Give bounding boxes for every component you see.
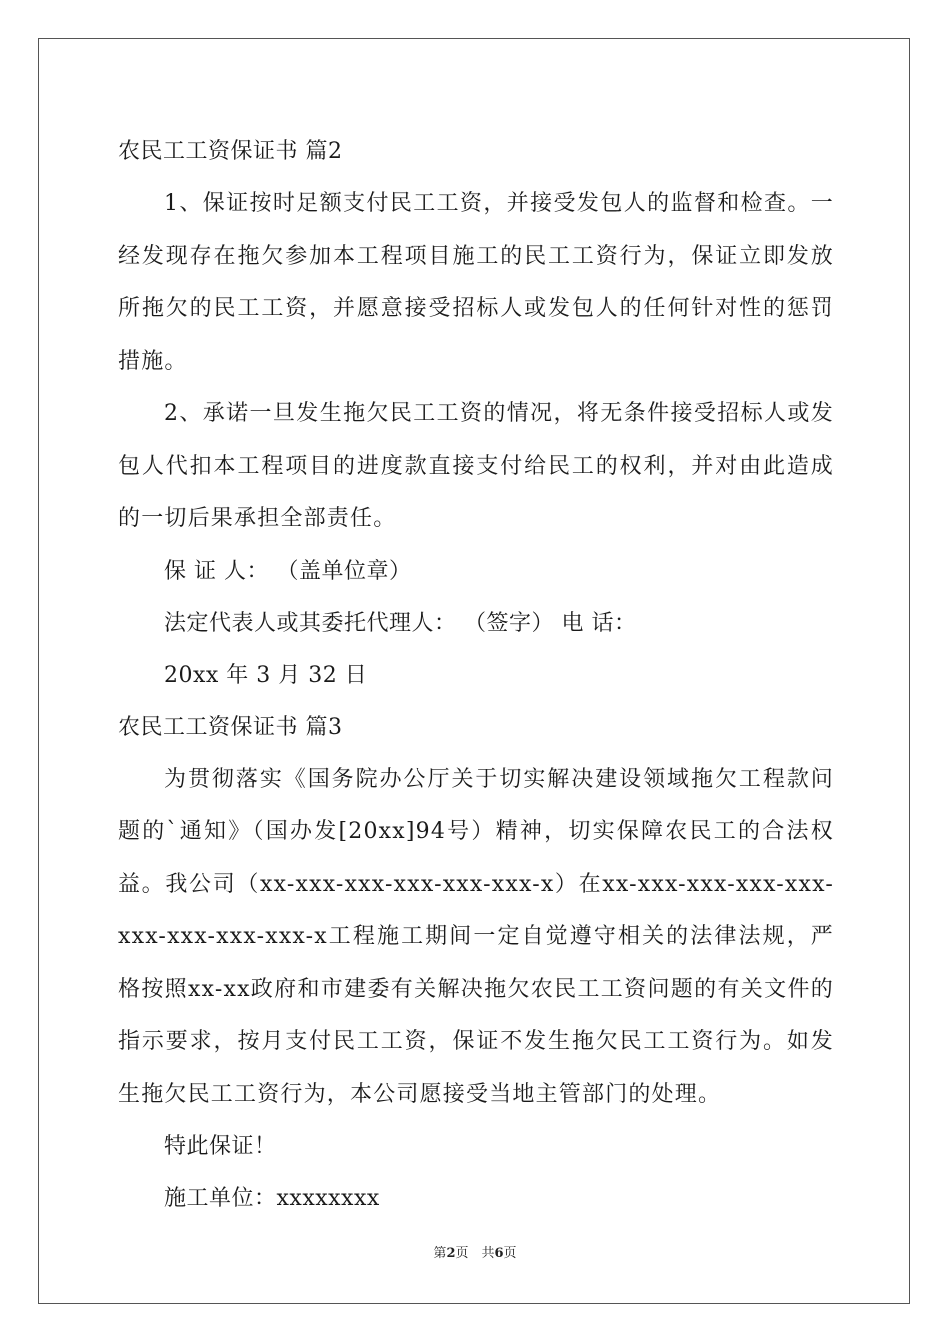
page-prefix: 第 <box>433 1246 447 1261</box>
page-footer <box>0 1244 950 1264</box>
page-suffix: 页 <box>503 1246 517 1261</box>
closing-line: 特此保证！ <box>164 1134 277 1159</box>
paragraph: 2、承诺一旦发生拖欠民工工资的情况，将无条件接受招标人或发包人代扣本工程项目的进度款直接支付给民工的权利，并对由此造成的一切后果承担全部责任。 <box>118 401 834 531</box>
page-current: 2 <box>446 1246 456 1261</box>
date-line: 20xx 年 3 月 32 日 <box>164 662 368 688</box>
paragraph: 1、保证按时足额支付民工工资，并接受发包人的监督和检查。一经发现存在拖欠参加本工程项目施工的民工工资行为，保证立即发放所拖欠的民工工资，并愿意接受招标人或发包人的任何针对性的惩罚措施。 <box>118 191 834 374</box>
company-line: 施工单位：xxxxxxxx <box>164 1186 380 1211</box>
section-title: 农民工工资保证书 篇2 <box>118 139 343 164</box>
document-body <box>118 126 834 1225</box>
guarantor-line: 保 证 人： （盖单位章） <box>164 558 412 584</box>
page-mid: 页 共 <box>455 1246 495 1261</box>
page-total: 6 <box>494 1246 504 1261</box>
representative-line: 法定代表人或其委托代理人： （签字） 电 话： <box>164 610 637 636</box>
paragraph: 为贯彻落实《国务院办公厅关于切实解决建设领域拖欠工程款问题的`通知》（国办发[20xx]94号）精神，切实保障农民工的合法权益。我公司（xx-xxx-xxx-xxx-xxx-xxx-x）在xx-xxx-xxx-xxx-xxx-xxx-xxx-xxx-xxx-x工程施工期间一定自觉遵守相关的法律法规，严格按照xx-xx政府和市建委有关解决拖欠农民工工资问题的有关文件的指示要求，按月支付民工工资，保证不发生拖欠民工工资行为。如发生拖欠民工工资行为，本公司愿接受当地主管部门的处理。 <box>118 766 834 1107</box>
section-title: 农民工工资保证书 篇3 <box>118 714 343 740</box>
